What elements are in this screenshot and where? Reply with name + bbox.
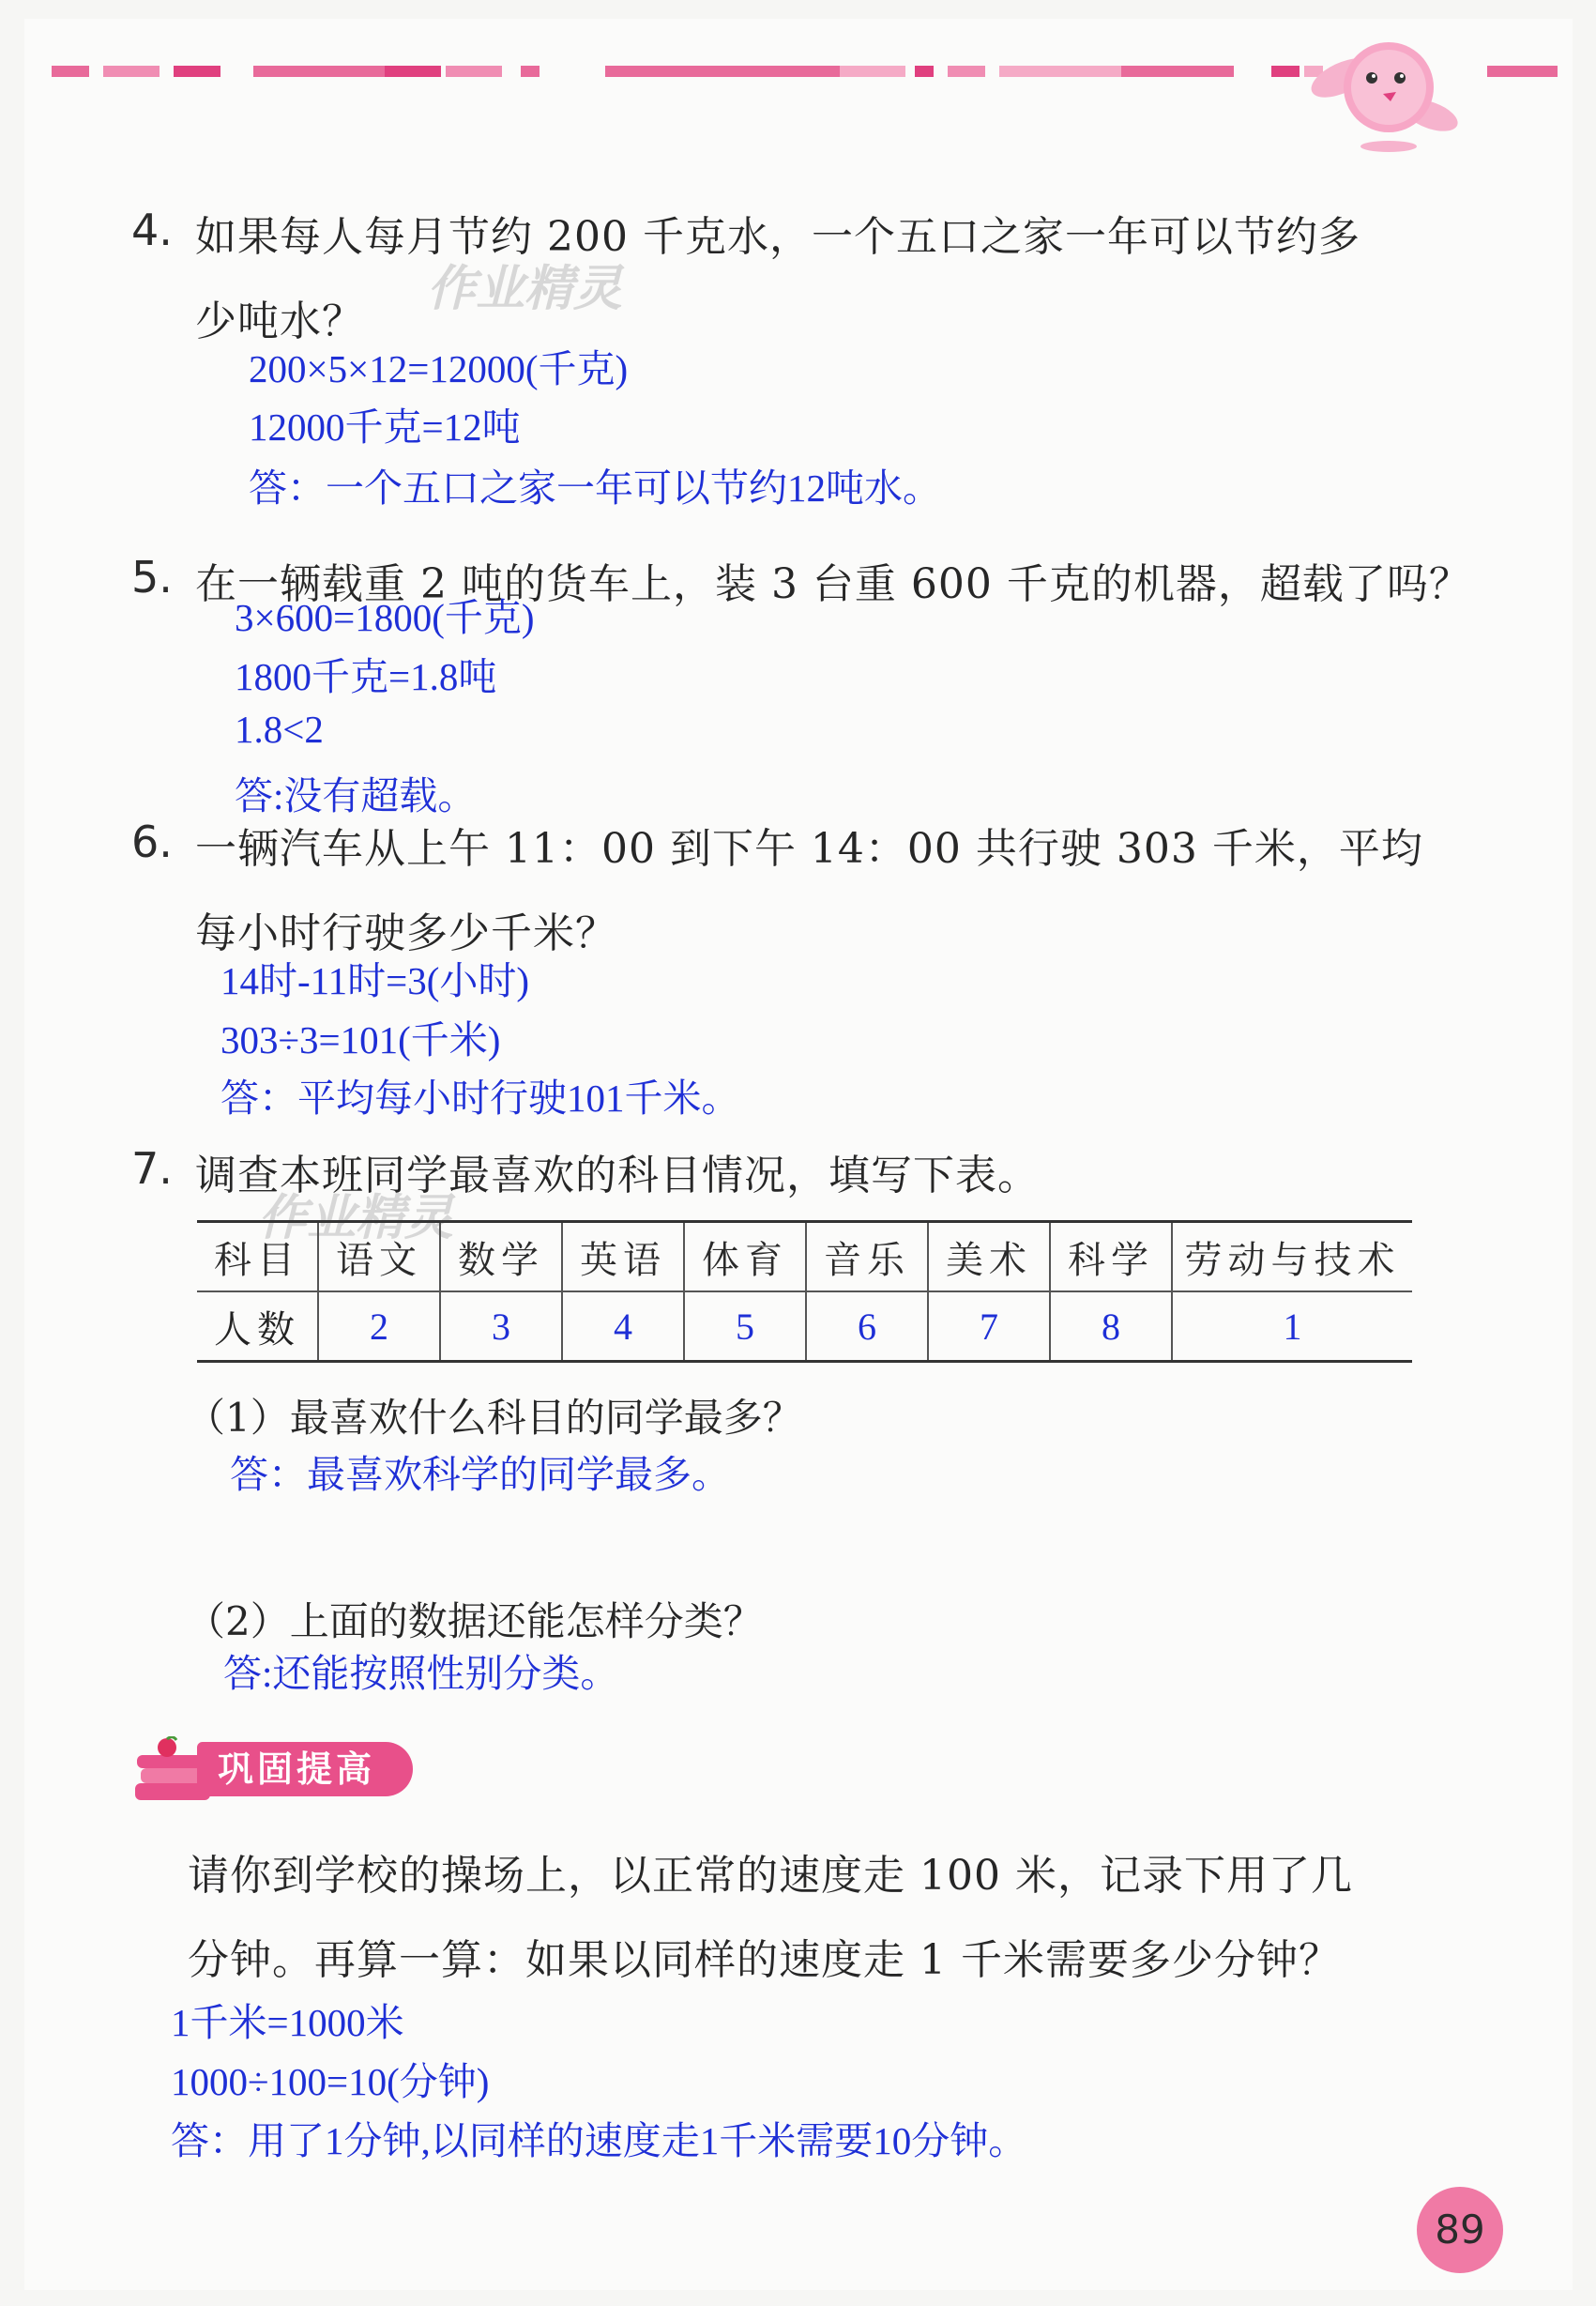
extra-problem-line2: 分钟。再算一算：如果以同样的速度走 1 千米需要多少分钟？ <box>188 1936 1341 1984</box>
table-header-cell: 英语 <box>562 1222 684 1292</box>
q5-answer-line: 3×600=1800(千克) <box>235 596 535 639</box>
table-header-cell: 科目 <box>197 1222 318 1292</box>
question-6-number: 6. <box>131 817 173 867</box>
q7-sub2-answer: 答:还能按照性别分类。 <box>223 1652 619 1695</box>
q6-answer-line: 303÷3=101(千米) <box>220 1018 501 1061</box>
question-6-text-line1: 一辆汽车从上午 11：00 到下午 14：00 共行驶 303 千米，平均 <box>195 825 1423 873</box>
table-cell: 7 <box>928 1291 1050 1362</box>
question-4-number: 4. <box>131 205 173 255</box>
q4-answer-line: 200×5×12=12000(千克) <box>249 347 629 390</box>
extra-answer-line: 1千米=1000米 <box>171 2001 404 2044</box>
table-cell: 8 <box>1050 1291 1172 1362</box>
watermark: 作业精灵 <box>427 261 623 317</box>
section-title: 巩固提高 <box>197 1742 413 1796</box>
question-4-text-line2: 少吨水？ <box>195 298 364 345</box>
subject-survey-table <box>197 1220 1412 1363</box>
q5-answer-line: 1.8<2 <box>235 708 324 751</box>
table-header-cell: 美术 <box>928 1222 1050 1292</box>
extra-answer-line: 答：用了1分钟,以同样的速度走1千米需要10分钟。 <box>171 2119 1027 2162</box>
table-header-cell: 音乐 <box>806 1222 928 1292</box>
q4-answer-line: 12000千克=12吨 <box>249 405 521 449</box>
table-cell: 6 <box>806 1291 928 1362</box>
q5-answer-line: 1800千克=1.8吨 <box>235 655 497 698</box>
q7-sub2-question: （2）上面的数据还能怎样分类？ <box>186 1598 763 1644</box>
table-header-row <box>197 1222 1412 1292</box>
extra-problem-line1: 请你到学校的操场上，以正常的速度走 100 米，记录下用了几 <box>188 1852 1353 1900</box>
table-cell: 1 <box>1172 1291 1412 1362</box>
page-number: 89 <box>1417 2187 1503 2273</box>
table-cell: 4 <box>562 1291 684 1362</box>
question-7-text-line1: 调查本班同学最喜欢的科目情况，填写下表。 <box>195 1152 1040 1199</box>
question-7-number: 7. <box>131 1143 173 1194</box>
table-header-cell: 语文 <box>318 1222 440 1292</box>
table-row-label: 人数 <box>197 1291 318 1362</box>
q7-sub1-answer: 答：最喜欢科学的同学最多。 <box>230 1453 730 1496</box>
table-row <box>197 1291 1412 1362</box>
bird-mascot-icon <box>1304 26 1473 158</box>
q7-sub1-question: （1）最喜欢什么科目的同学最多？ <box>186 1395 802 1441</box>
table-cell: 5 <box>684 1291 806 1362</box>
question-4-text-line1: 如果每人每月节约 200 千克水，一个五口之家一年可以节约多 <box>195 213 1360 261</box>
q6-answer-line: 14时-11时=3(小时) <box>220 959 530 1002</box>
q6-answer-line: 答：平均每小时行驶101千米。 <box>220 1077 740 1120</box>
q4-answer-line: 答：一个五口之家一年可以节约12吨水。 <box>249 466 941 510</box>
extra-answer-line: 1000÷100=10(分钟) <box>171 2060 490 2103</box>
table-header-cell: 数学 <box>440 1222 562 1292</box>
question-6-text-line2: 每小时行驶多少千米？ <box>195 909 617 957</box>
table-cell: 2 <box>318 1291 440 1362</box>
table-header-cell: 劳动与技术 <box>1172 1222 1412 1292</box>
section-badge <box>131 1736 422 1802</box>
q5-answer-line: 答:没有超载。 <box>235 774 477 817</box>
table-header-cell: 体育 <box>684 1222 806 1292</box>
question-5-number: 5. <box>131 552 173 603</box>
question-5-text-line1: 在一辆载重 2 吨的货车上，装 3 台重 600 千克的机器，超载了吗？ <box>195 560 1471 608</box>
watermark: 作业精灵 <box>258 1190 454 1246</box>
table-header-cell: 科学 <box>1050 1222 1172 1292</box>
table-cell: 3 <box>440 1291 562 1362</box>
